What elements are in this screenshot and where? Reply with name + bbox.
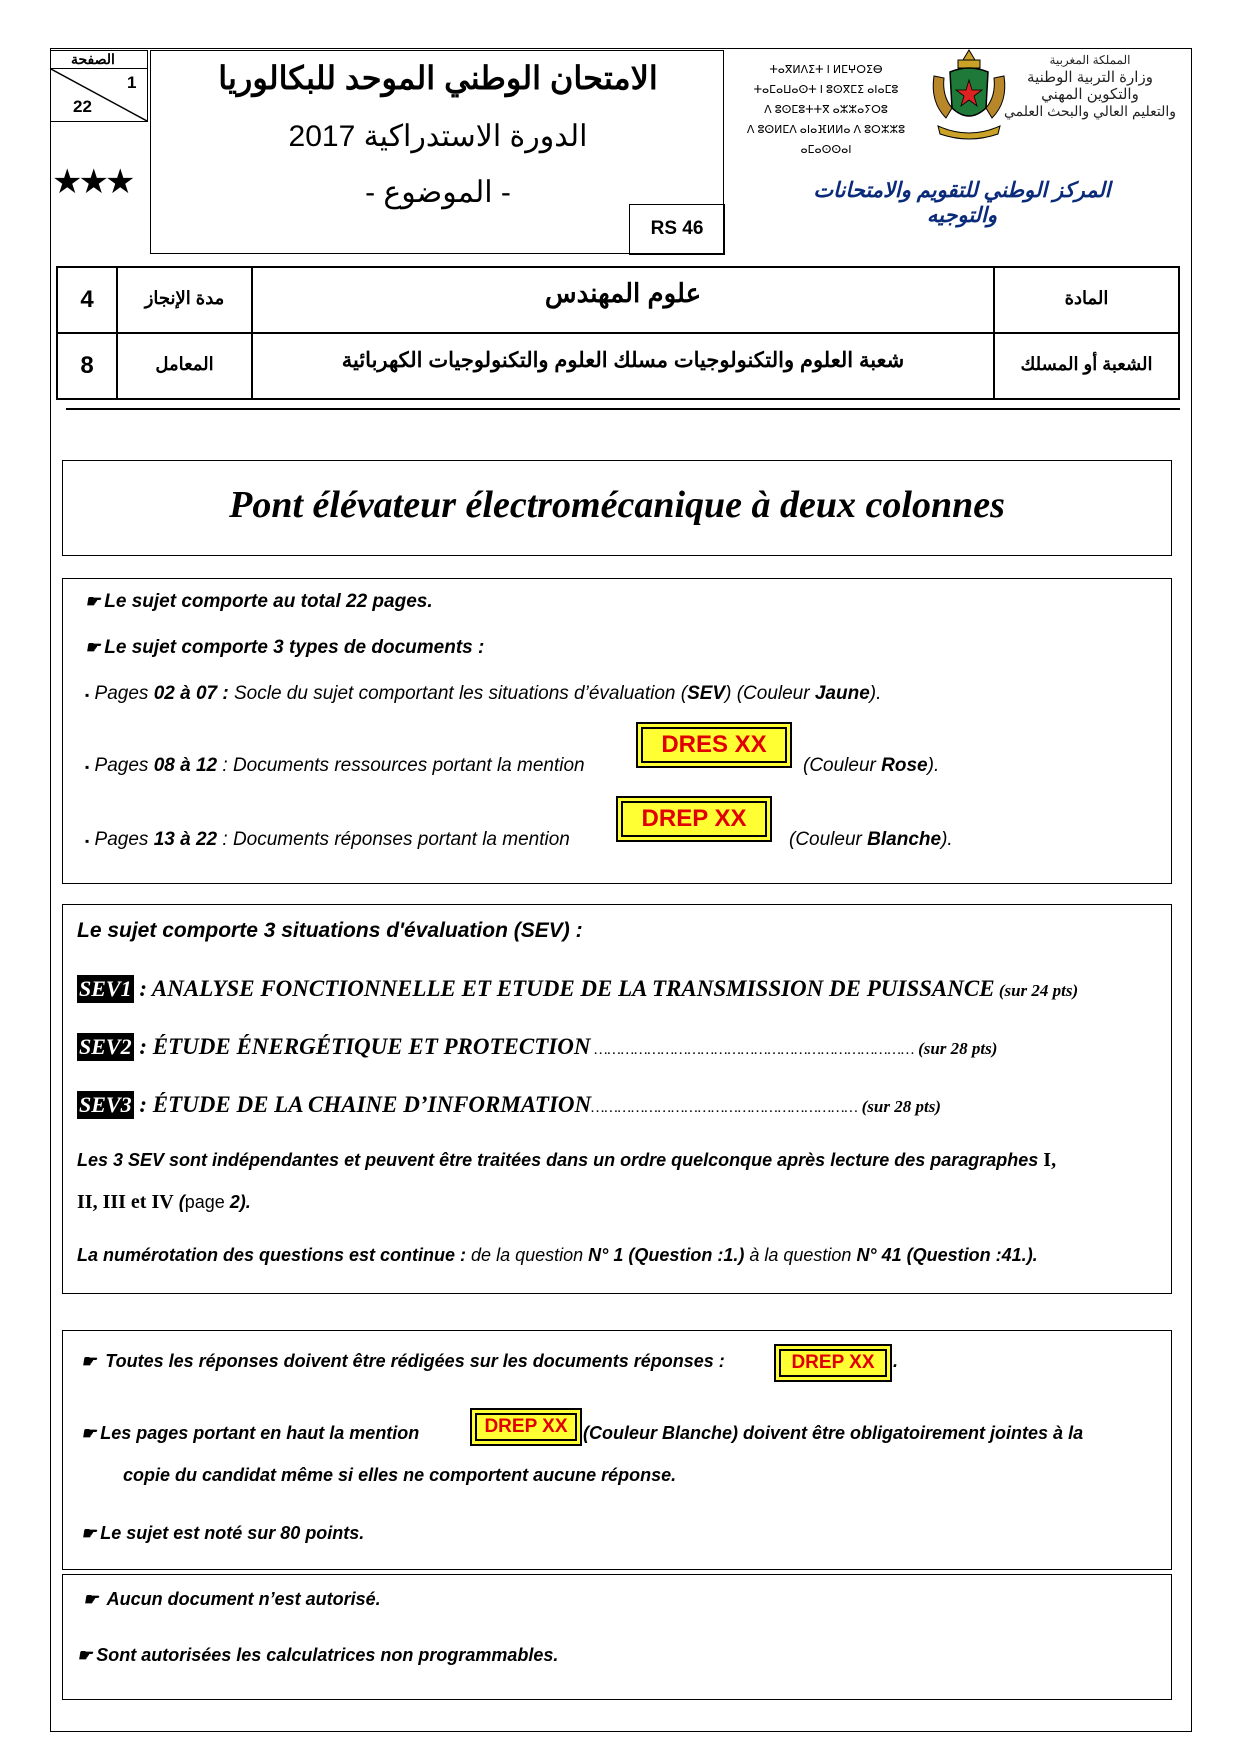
answers-box <box>62 1330 1172 1570</box>
page-total: 22 <box>73 97 92 116</box>
sev2-label: SEV2 <box>79 1034 132 1059</box>
answers-line-3: ☛ Le sujet est noté sur 80 points. <box>81 1523 365 1543</box>
answers-line-2c: copie du candidat même si elles ne comportent aucune réponse. <box>123 1465 677 1485</box>
documents-info-box <box>62 578 1172 884</box>
track-label: الشعبة أو المسلك <box>1020 354 1153 374</box>
info-line-types: ☛ Le sujet comporte 3 types de documents : <box>85 637 485 658</box>
info-line-drep: ▪ Pages 13 à 22 : Documents réponses portant la mention <box>85 829 570 850</box>
info-line-pages: ☛ Le sujet comporte au total 22 pages. <box>85 591 433 612</box>
exam-title: الامتحان الوطني الموحد للبكالوريا <box>218 60 658 96</box>
info-line-dres-color: (Couleur Rose). <box>803 755 940 776</box>
sev3-line: SEV3 : ÉTUDE DE LA CHAINE D’INFORMATION…………………………………………………… (sur 28 pts) <box>79 1092 941 1117</box>
info-line-socle: ▪ Pages 02 à 07 : Socle du sujet comportant les situations d’évaluation (SEV) (Couleur Jaune). <box>85 683 882 704</box>
ministry-block: المملكة المغربية وزارة التربية الوطنية والتكوين المهني والتعليم العالي والبحث العلمي <box>1003 53 1177 119</box>
track-name: شعبة العلوم والتكنولوجيات مسلك العلوم والتكنولوجيات الكهربائية <box>341 349 905 372</box>
answers-line-1-end: . <box>893 1351 899 1371</box>
info-line-drep-color: (Couleur Blanche). <box>789 829 953 850</box>
rules-line-2: ☛ Sont autorisées les calculatrices non programmables. <box>77 1645 559 1665</box>
sev1-label: SEV1 <box>79 976 132 1001</box>
exam-code-box <box>629 204 725 255</box>
answers-line-1: ☛ Toutes les réponses doivent être rédigées sur les documents réponses : <box>81 1351 725 1371</box>
duration-value: 4 <box>80 286 94 313</box>
sev1-line: SEV1 : ANALYSE FONCTIONNELLE ET ETUDE DE LA TRANSMISSION DE PUISSANCE (sur 24 pts) <box>79 976 1079 1001</box>
main-title-box <box>62 460 1172 556</box>
page-current: 1 <box>127 73 137 92</box>
page-number-box <box>50 50 148 122</box>
sev-box <box>62 904 1172 1294</box>
coef-value: 8 <box>80 352 94 379</box>
drep-tag-mention: DREP XX <box>475 1413 577 1441</box>
main-title: Pont élévateur électromécanique à deux colonnes <box>229 484 1005 526</box>
sev-independence: Les 3 SEV sont indépendantes et peuvent être traitées dans un ordre quelconque après lecture des paragraphes I, <box>77 1149 1057 1171</box>
dres-tag: DRES XX <box>641 727 787 763</box>
info-table <box>56 266 1180 400</box>
moroccan-emblem-icon <box>928 46 1010 142</box>
coef-label: المعامل <box>155 354 214 374</box>
answers-line-2: ☛ Les pages portant en haut la mention <box>81 1423 420 1443</box>
sev3-label: SEV3 <box>79 1092 132 1117</box>
exam-subject-label: - الموضوع - <box>365 176 511 209</box>
national-center: المركز الوطني للتقويم والامتحانات والتوجيه <box>813 179 1111 227</box>
divider <box>66 408 1180 410</box>
sev-heading: Le sujet comporte 3 situations d'évaluation (SEV) : <box>77 919 583 942</box>
rules-box <box>62 1574 1172 1700</box>
sev-numbering: La numérotation des questions est continue : de la question N° 1 (Question :1.) à la question N° 41 (Question :41.). <box>77 1245 1038 1265</box>
duration-label: مدة الإنجاز <box>144 288 225 308</box>
subject-label: المادة <box>1064 288 1109 308</box>
stars: ★★★ <box>52 163 132 201</box>
subject-name: علوم المهندس <box>544 278 702 308</box>
exam-title-box <box>150 50 724 254</box>
drep-tag-answers: DREP XX <box>779 1349 887 1377</box>
sev-independence-2: II, III et IV (page 2). <box>77 1191 251 1213</box>
exam-session: الدورة الاستدراكية 2017 <box>288 120 588 153</box>
info-line-dres: ▪ Pages 08 à 12 : Documents ressources portant la mention <box>85 755 585 776</box>
sev2-line: SEV2 : ÉTUDE ÉNERGÉTIQUE ET PROTECTION ……………………………………………………………… (sur 28 pts) <box>79 1034 998 1059</box>
exam-code: RS 46 <box>650 218 704 239</box>
page-label: الصفحة <box>71 51 115 67</box>
tifinagh-block: ⵜⴰⴳⵍⴷⵉⵜ ⵏ ⵍⵎⵖⵔⵉⴱ ⵜⴰⵎⴰⵡⴰⵙⵜ ⵏ ⵓⵙⴳⵎⵉ ⴰⵏⴰⵎⵓ ⴷ ⵓⵙⵎⵓⵜⵜⴳ ⴰⵣⵣⴰⵢⵔⵓ ⴷ ⵓⵙⵍⵎⴷ ⴰⵏⴰⴼⵍⵍⴰ ⴷ ⵓⵔⵣⵣⵓ ⴰⵎⴰⵙⵙⴰⵏ <box>746 64 906 156</box>
answers-line-2b: (Couleur Blanche) doivent être obligatoirement jointes à la <box>583 1423 1084 1443</box>
rules-line-1: ☛ Aucun document n’est autorisé. <box>83 1589 381 1609</box>
drep-tag: DREP XX <box>621 801 767 837</box>
